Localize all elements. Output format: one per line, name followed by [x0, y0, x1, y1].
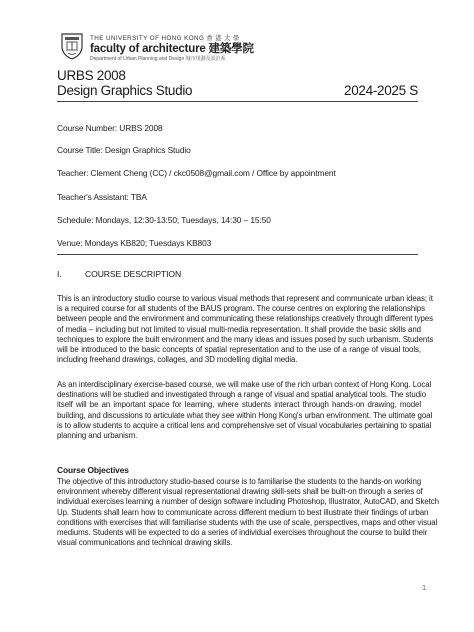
- text-line: The objective of this introductory studio-based course is to familiarise the students to the hands-on working: [57, 477, 422, 486]
- text-line: conditions with exercises that will familiarise students with the use of scale, perspectives, maps and other visual: [57, 517, 438, 527]
- course-number: Course Number: URBS 2008: [57, 123, 163, 133]
- text-line: building, and discussions to articulate what they see within Hong Kong's urban environment. The ultimate goal: [57, 410, 433, 420]
- text-line: between people and the environment and communicating these relationships creatively through different types: [57, 314, 433, 324]
- text-line: techniques to explore the built environment and the many ideas and issues posed by such urbanism. Students: [57, 334, 434, 344]
- section-title: COURSE DESCRIPTION: [85, 269, 182, 279]
- course-code-title: URBS 2008: [57, 68, 126, 83]
- text-line: planning and urbanism.: [57, 431, 138, 441]
- teaching-assistant: Teacher's Assistant: TBA: [57, 192, 147, 202]
- faculty-logo: [60, 32, 360, 62]
- text-line: This is an introductory studio course to various visual methods that represent and communicate urban ideas; it: [57, 294, 433, 303]
- text-line: visual communications and technical drawing skills.: [57, 538, 233, 548]
- text-line: As an interdisciplinary exercise-based course, we will make use of the rich urban context of Hong Kong. Local: [57, 380, 432, 389]
- university-crest-icon: [60, 32, 84, 60]
- title-divider: [57, 101, 418, 102]
- page-number: 1: [422, 583, 427, 592]
- venue-info: Venue: Mondays KB820; Tuesdays KB803: [57, 238, 212, 248]
- teacher-info: Teacher: Clement Cheng (CC) / ckc0508@gmail.com / Office by appointment: [57, 168, 336, 178]
- faculty-name: faculty of architecture 建築學院: [90, 43, 254, 55]
- objectives-paragraph: [57, 477, 439, 548]
- text-line: of media – including but not limited to visual multi-media representation. It shall provide the basic skills and: [57, 324, 421, 334]
- text-line: individual exercises learning a number of design software including Photoshop, Illustrator, AutoCAD, and Sketch: [57, 497, 439, 507]
- text-line: itself will be an important space for learning, where students interact through hands-on drawing, model: [57, 400, 421, 410]
- info-divider: [57, 254, 418, 255]
- department-name: Department of Urban Planning and Design 城市規劃及設計系: [90, 56, 226, 62]
- text-line: will be introduced to the basic concepts of spatial representation and to the use of a range of visual tools,: [57, 345, 421, 355]
- text-line: destinations will be studied and investigated through a range of visual and spatial analytical tools. The studio: [57, 390, 427, 400]
- text-line: environment whereby different visual representational drawing skill-sets shall be built-on through a series of: [57, 487, 423, 497]
- text-line: including freehand drawings, collages, and 3D modelling digital media.: [57, 355, 298, 365]
- schedule-info: Schedule: Mondays, 12:30-13:50; Tuesdays, 14:30 – 15:50: [57, 215, 271, 225]
- university-name: THE UNIVERSITY OF HONG KONG 香 港 大 學: [90, 35, 240, 42]
- section-number: I.: [57, 269, 62, 279]
- text-line: is to allow students to acquire a critical lens and comprehensive set of visual vocabularies pertaining to spatial: [57, 420, 432, 430]
- objectives-heading: Course Objectives: [57, 465, 129, 475]
- course-title: Course Title: Design Graphics Studio: [57, 145, 191, 155]
- description-paragraph-1: [57, 294, 434, 365]
- course-name-title: Design Graphics Studio: [57, 83, 193, 98]
- text-line: is a required course for all students of the BAUS program. The course centres on exploring the relationships: [57, 304, 425, 314]
- description-paragraph-2: [57, 380, 433, 441]
- text-line: mediums. Students will be expected to do a series of individual exercises throughout the course to build their: [57, 528, 428, 538]
- academic-year: 2024-2025 S: [343, 83, 418, 98]
- text-line: Up. Students shall learn how to communicate across different medium to best illustrate their findings of urban: [57, 507, 429, 517]
